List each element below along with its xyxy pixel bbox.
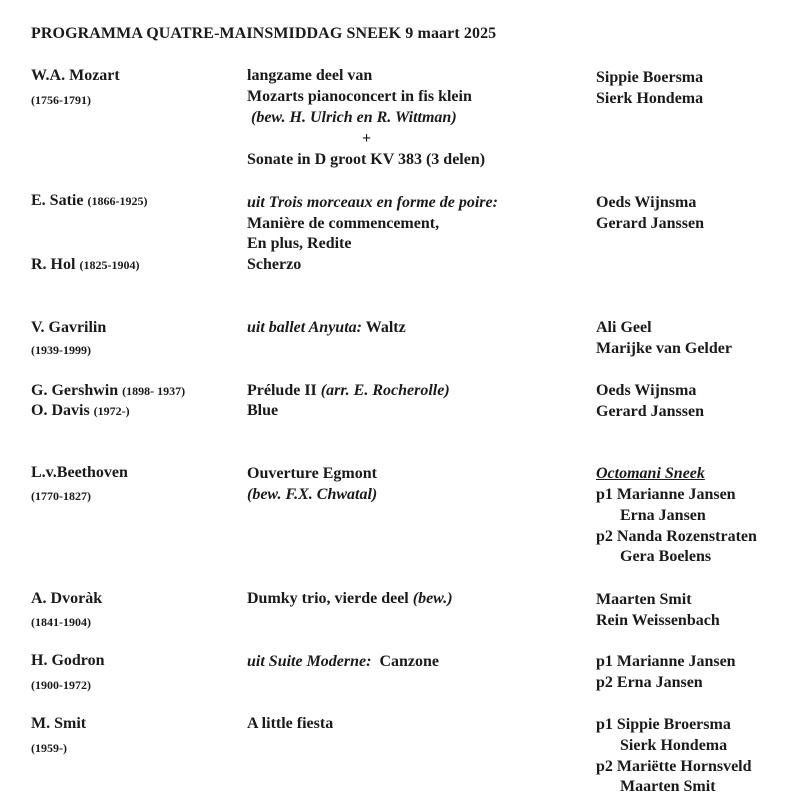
composer-years: (1898- 1937) (122, 384, 186, 398)
work-line: Prélude II (arr. E. Rocherolle) (247, 382, 450, 399)
performer: Maarten Smit (596, 591, 692, 608)
performer: Oeds Wijnsma (596, 382, 697, 399)
composer-name: L.v.Beethoven (31, 464, 128, 481)
performer: p2 Erna Jansen (596, 674, 703, 691)
performer: Gera Boelens (620, 548, 712, 565)
performer: p1 Marianne Jansen (596, 486, 736, 503)
performer: Marijke van Gelder (596, 340, 732, 357)
performer: Rein Weissenbach (596, 612, 720, 629)
work-line: Manière de commencement, (247, 215, 440, 232)
work-line: langzame deel van (247, 67, 373, 84)
work-arranger: (bew. H. Ulrich en R. Wittman) (251, 109, 457, 126)
composer-name: R. Hol (1825-1904) (31, 256, 140, 273)
performer: Erna Jansen (620, 507, 706, 524)
performer: p2 Nanda Rozenstraten (596, 528, 757, 545)
composer-years: (1825-1904) (79, 258, 140, 272)
composer-name: O. Davis (1972-) (31, 402, 130, 419)
composer-name: E. Satie (1866-1925) (31, 192, 148, 209)
performer: Maarten Smit (620, 778, 716, 795)
composer-years: (1972-) (93, 404, 130, 418)
performer: p2 Mariëtte Hornsveld (596, 758, 752, 775)
performer: Oeds Wijnsma (596, 194, 697, 211)
work-line: uit Suite Moderne: Canzone (247, 653, 440, 670)
composer-name: A. Dvoràk (31, 590, 103, 607)
composer-name: H. Godron (31, 652, 105, 669)
composer-years: (1770-1827) (31, 489, 91, 503)
composer-years: (1959-) (31, 741, 67, 755)
work-line: Scherzo (247, 256, 302, 273)
composer-name: V. Gavrilin (31, 319, 107, 336)
work-line: Dumky trio, vierde deel (bew.) (247, 590, 453, 607)
performer: Gerard Janssen (596, 215, 704, 232)
composer-name: W.A. Mozart (31, 67, 120, 84)
work-line: uit Trois morceaux en forme de poire: (247, 194, 498, 211)
composer-years: (1756-1791) (31, 93, 91, 107)
work-line: Ouverture Egmont (247, 465, 377, 482)
composer-name: G. Gershwin (1898- 1937) (31, 382, 186, 399)
composer-years: (1939-1999) (31, 343, 91, 357)
performer: p1 Marianne Jansen (596, 653, 736, 670)
performer: Gerard Janssen (596, 403, 704, 420)
ensemble-name: Octomani Sneek (596, 465, 705, 482)
composer-years: (1900-1972) (31, 678, 91, 692)
composer-name: M. Smit (31, 715, 87, 732)
work-line: Sonate in D groot KV 383 (3 delen) (247, 151, 486, 168)
performer: p1 Sippie Broersma (596, 716, 731, 733)
performer: Sierk Hondema (596, 90, 704, 107)
work-line: A little fiesta (247, 715, 334, 732)
work-line: uit ballet Anyuta: Waltz (247, 319, 406, 336)
work-line: Blue (247, 402, 279, 419)
work-line: En plus, Redite (247, 235, 352, 252)
composer-years: (1866-1925) (87, 194, 148, 208)
performer: Sierk Hondema (620, 737, 728, 754)
performer: Sippie Boersma (596, 69, 704, 86)
performer: Ali Geel (596, 319, 652, 336)
plus-sign: + (362, 130, 372, 147)
page-title: PROGRAMMA QUATRE-MAINSMIDDAG SNEEK 9 maart 2025 (31, 25, 497, 42)
composer-years: (1841-1904) (31, 615, 91, 629)
work-arranger: (bew. F.X. Chwatal) (247, 486, 378, 503)
work-line: Mozarts pianoconcert in fis klein (247, 88, 472, 105)
